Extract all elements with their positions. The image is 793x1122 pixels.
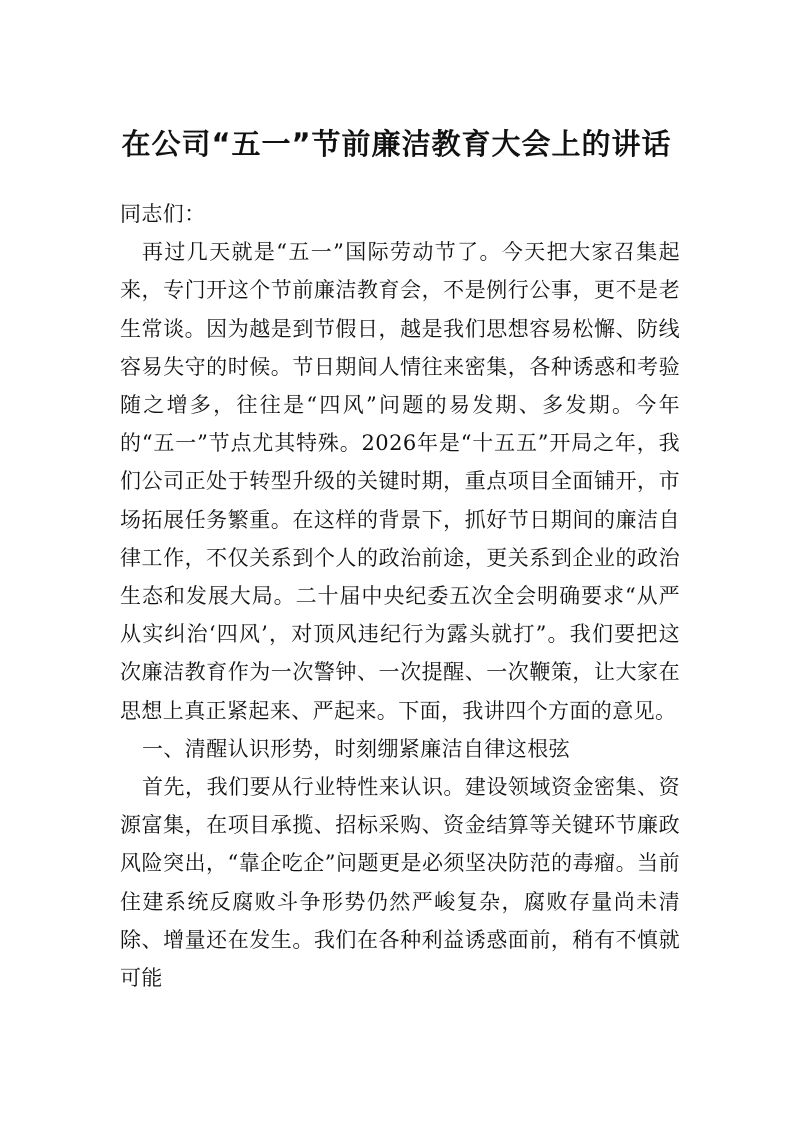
document-body <box>120 195 680 997</box>
document-title: 在公司“五一”节前廉洁教育大会上的讲话 <box>121 127 672 161</box>
paragraph-intro: 再过几天就是“五一”国际劳动节了。今天把大家召集起来，专门开这个节前廉洁教育会，不是例行公事，更不是老生常谈。因为越是到节假日，越是我们思想容易松懈、防线容易失守的时候。节日期间人情往来密集，各种诱惑和考验随之增多，往往是“四风”问题的易发期、多发期。今年的“五一”节点尤其特殊。2026年是“十五五”开局之年，我们公司正处于转型升级的关键时期，重点项目全面铺开，市场拓展任务繁重。在这样的背景下，抓好节日期间的廉洁自律工作，不仅关系到个人的政治前途，更关系到企业的政治生态和发展大局。二十届中央纪委五次全会明确要求“从严从实纠治‘四风’，对顶风违纪行为露头就打”。我们要把这次廉洁教育作为一次警钟、一次提醒、一次鞭策，让大家在思想上真正紧起来、严起来。下面，我讲四个方面的意见。 <box>120 240 680 723</box>
paragraph-section-1: 首先，我们要从行业特性来认识。建设领域资金密集、资源富集，在项目承揽、招标采购、资金结算等关键环节廉政风险突出，“靠企吃企”问题更是必须坚决防范的毒瘤。当前住建系统反腐败斗争形势仍然严峻复杂，腐败存量尚未清除、增量还在发生。我们在各种利益诱惑面前，稍有不慎就可能 <box>120 775 680 991</box>
salutation: 同志们： <box>120 202 206 226</box>
section-heading-1: 一、清醒认识形势，时刻绷紧廉洁自律这根弦 <box>142 736 570 761</box>
